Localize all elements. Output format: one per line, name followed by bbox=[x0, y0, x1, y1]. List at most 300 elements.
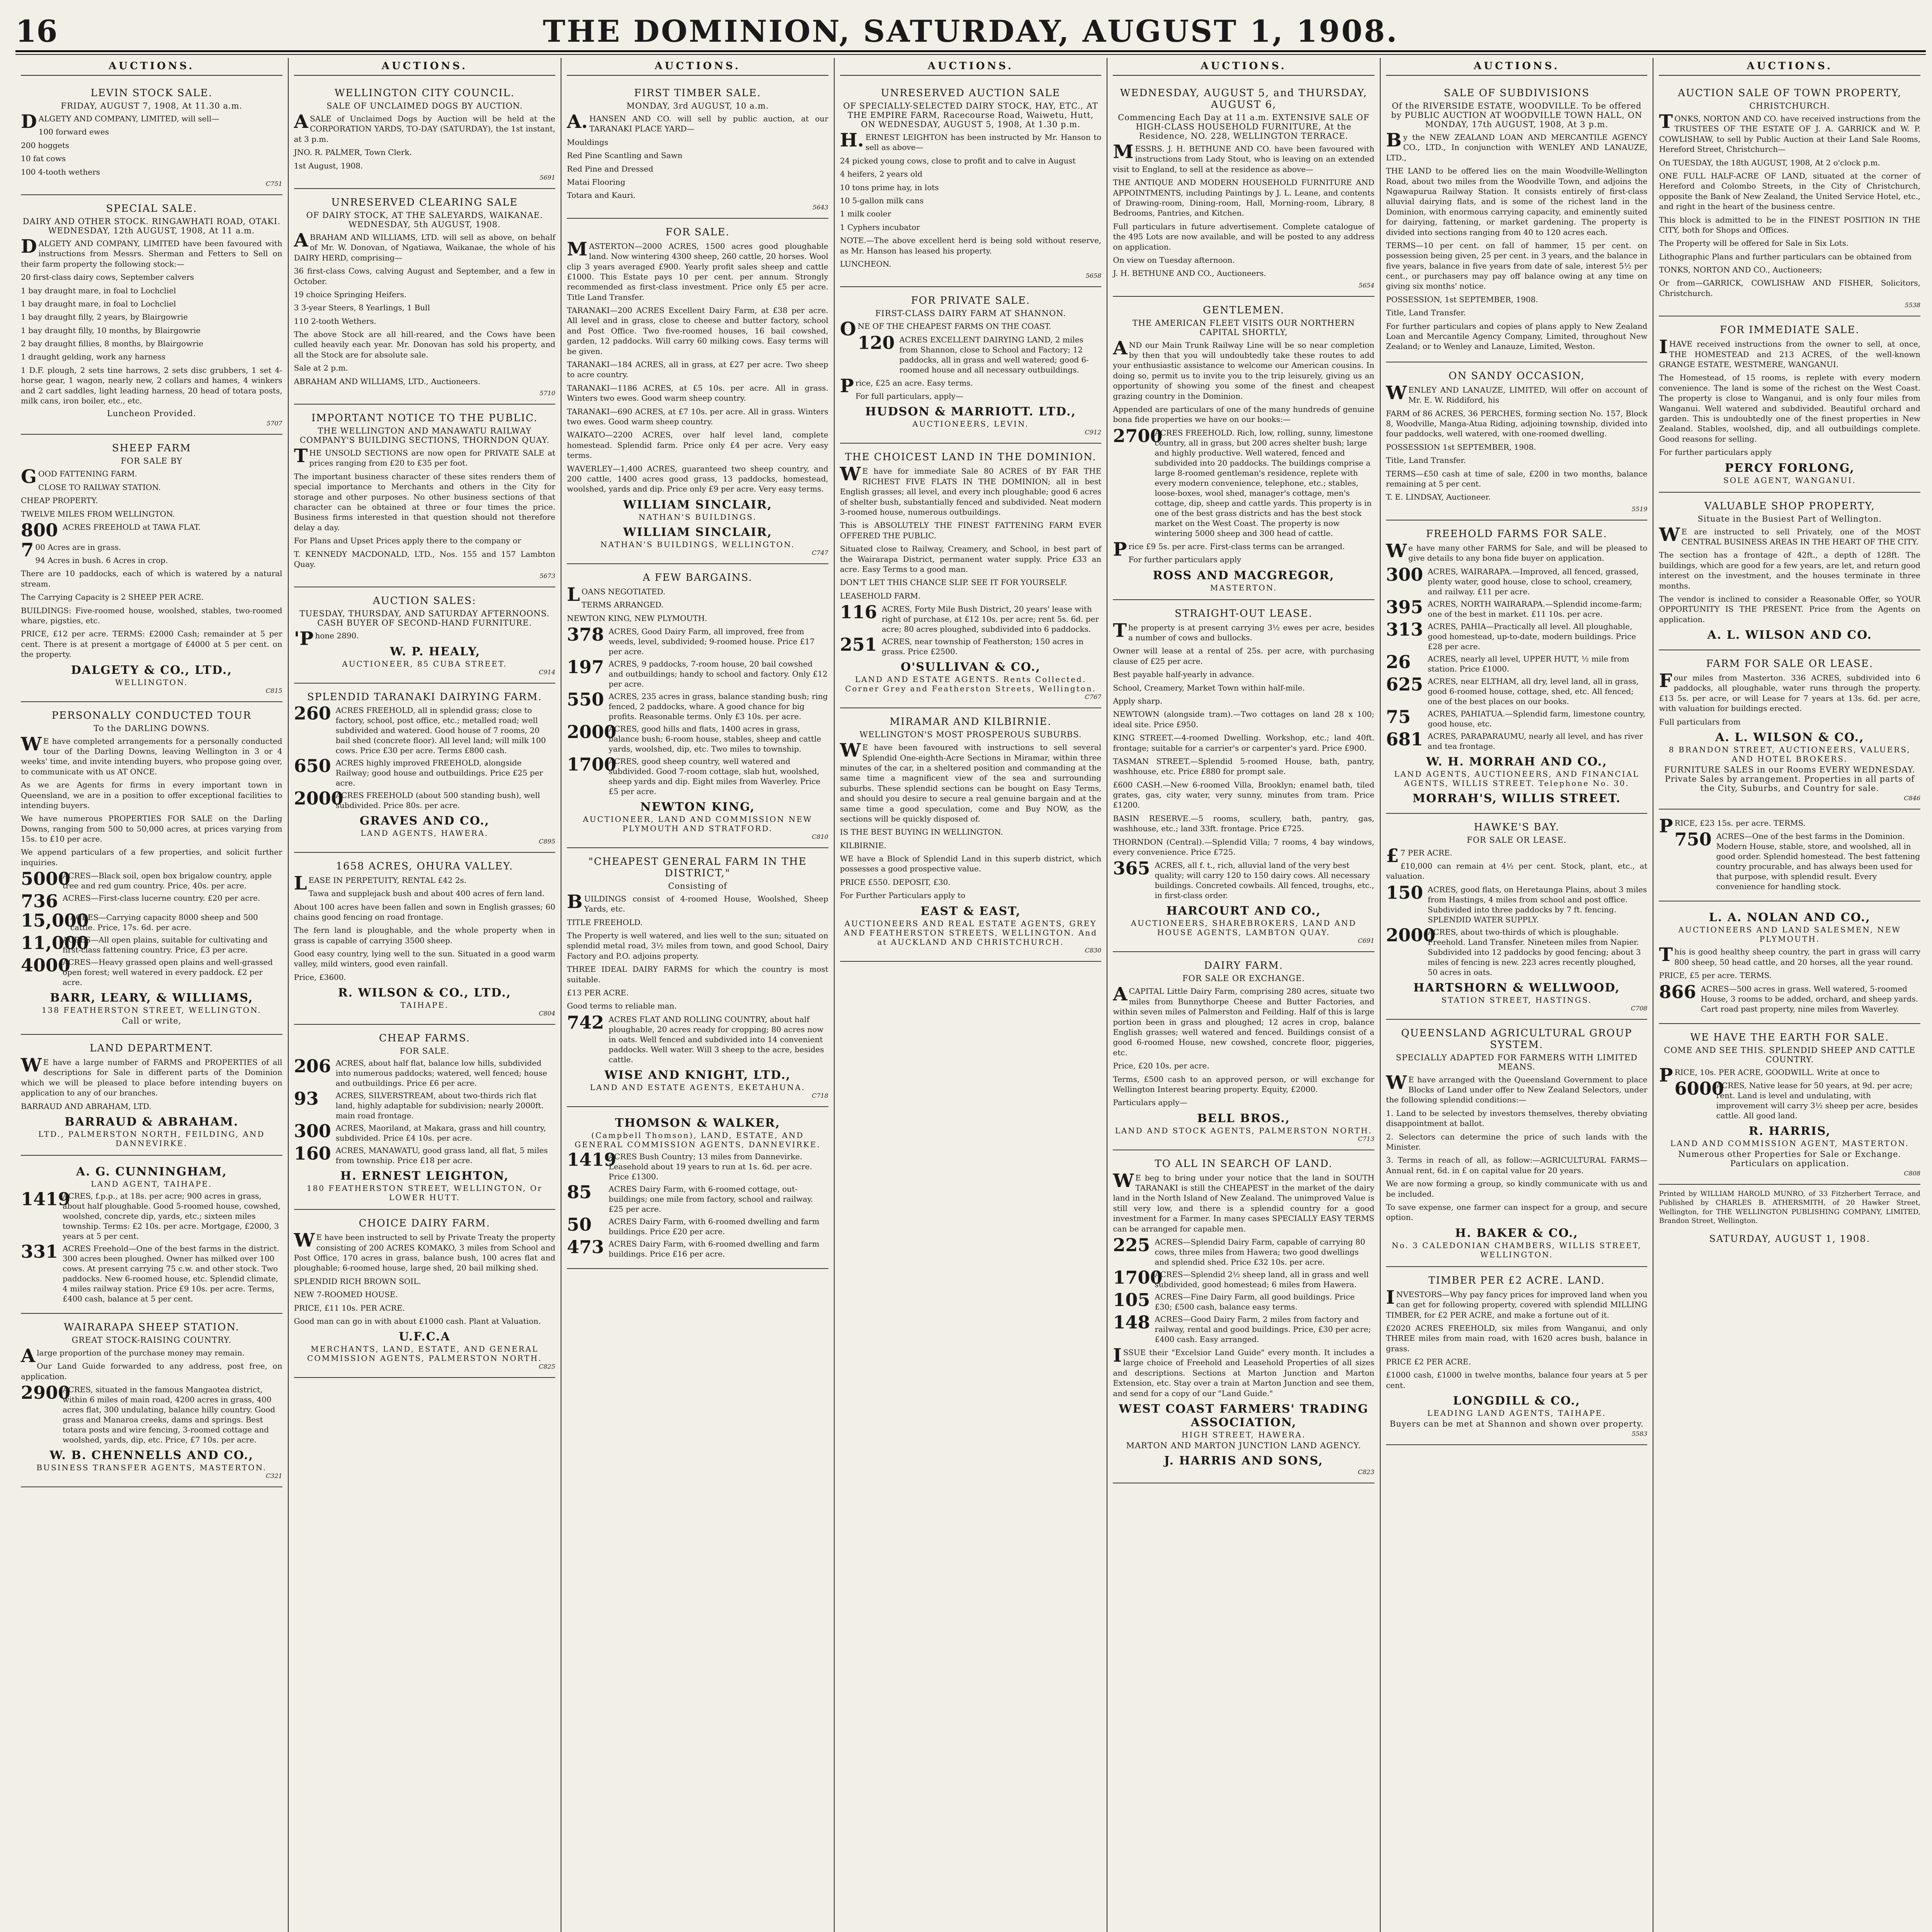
ad-body bbox=[1659, 524, 1921, 625]
ad-reference-code: C321 bbox=[265, 1472, 282, 1480]
masthead bbox=[15, 14, 1926, 49]
lot-acreage: 150 bbox=[1386, 882, 1423, 903]
ad-body bbox=[21, 1345, 282, 1381]
lot-acreage: 2000 bbox=[294, 787, 344, 809]
property-lot bbox=[21, 1243, 282, 1304]
lot-description: ACRES—500 acres in grass. Well watered, 5-roomed House, 3 rooms to be added, orchard, and sheep yards. Cart road past property, nine miles from Waverley. bbox=[1701, 984, 1918, 1014]
ad-paragraph: Good man can go in with about £1000 cash. Plant at Valuation. bbox=[294, 1316, 541, 1326]
ad-body bbox=[840, 318, 1102, 340]
ad-paragraph: The property is at present carrying 3½ ewes per acre, besides a number of cows and bullocks. bbox=[1113, 619, 1374, 642]
ad-paragraph: IHAVE received instructions from the owner to sell, at once, THE HOMESTEAD and 213 ACRES, of the well-known GRANGE ESTATE, WESTMERE, WANGANUI. bbox=[1659, 336, 1921, 369]
ad-paragraph: The important business character of these sites renders them of special importance to Merchants and others in the City for storage and other purposes. No other business sections of that character can be obtained at three or four times the price. Business firms interested in that question should not therefore delay a day. bbox=[294, 471, 556, 532]
advertisement bbox=[21, 435, 282, 702]
ad-paragraph: The fern land is ploughable, and the whole property when in grass is capable of carrying 3500 sheep. bbox=[294, 925, 556, 945]
ad-reference-code: C810 bbox=[811, 833, 828, 840]
lot-description: ACRES, good hills and flats, 1400 acres in grass, balance bush; 6-room house, stables, sheep and cattle yards, woolshed, dip, etc. Two miles to township. bbox=[609, 724, 821, 753]
ad-subtitle: SALE OF UNCLAIMED DOGS BY AUCTION. bbox=[327, 101, 523, 111]
firm-name-secondary: J. HARRIS AND SONS, bbox=[1164, 1454, 1323, 1468]
ad-paragraph: Appended are particulars of one of the many hundreds of genuine bona fide properties we have on our books:— bbox=[1113, 405, 1374, 424]
ad-title: WAIRARAPA SHEEP STATION. bbox=[63, 1321, 240, 1333]
ad-paragraph: The Property is well watered, and lies well to the sun; situated on splendid metal road, 3½ miles from town, and good School, Dairy Factory and P.O. adjoins property. bbox=[567, 931, 828, 961]
property-lot bbox=[1386, 924, 1648, 977]
firm-address-secondary: NATHAN'S BUILDINGS, WELLINGTON. bbox=[600, 539, 795, 549]
column-3 bbox=[561, 58, 835, 1932]
ad-paragraph: The Homestead, of 15 rooms, is replete with every modern convenience. The land is some of the richest on the West Coast. The property is close to Wanganui, and is only four miles from Wanganui. Well watered and subdivided. Beautiful orchard and garden. This is undoubtedly one of the finest properties in New Zealand. Stables, woolshed, dip, and all outbuildings complete. Good reasons for selling. bbox=[1659, 373, 1921, 444]
property-lot bbox=[567, 656, 828, 689]
firm-address: LAND AGENT, TAIHAPE. bbox=[91, 1179, 213, 1189]
ad-paragraph: TONKS, NORTON AND CO. have received instructions from the TRUSTEES OF THE ESTATE OF J. A. GARRICK and W. P. COWLISHAW, to sell by Public Auction at their Land Sale Rooms, Hereford Street, Christchurch— bbox=[1659, 111, 1921, 154]
ad-reference-code: C751 bbox=[265, 180, 282, 187]
ad-subtitle: GREAT STOCK-RAISING COUNTRY. bbox=[71, 1335, 232, 1345]
ad-paragraph: 10 5-gallon milk cans bbox=[840, 196, 924, 205]
lot-acreage: 1700 bbox=[1113, 1267, 1163, 1288]
lot-acreage: 50 bbox=[567, 1214, 592, 1235]
lot-description: ACRES—First-class lucerne country. £20 per acre. bbox=[63, 893, 260, 903]
firm-name: THOMSON & WALKER, bbox=[615, 1116, 781, 1130]
ad-title: AUCTION SALE OF TOWN PROPERTY, bbox=[1678, 87, 1902, 99]
advertisement bbox=[840, 80, 1102, 287]
ad-paragraph: TARANAKI—200 ACRES Excellent Dairy Farm, at £38 per acre. All level and in grass, close to cheese and butter factory, school and Post Office. Two five-roomed houses, 16 bail cowshed, garden, 12 paddocks. Will carry 60 milking cows. Easy terms will be given. bbox=[567, 306, 828, 356]
ad-subtitle: FRIDAY, AUGUST 7, 1908, At 11.30 a.m. bbox=[61, 101, 243, 111]
column-6 bbox=[1381, 58, 1654, 1932]
advertisement bbox=[294, 1210, 556, 1378]
ad-paragraph: WE have a Block of Splendid Land in this superb district, which possesses a good prospective value. bbox=[840, 854, 1102, 874]
advertisement bbox=[1386, 80, 1648, 362]
lot-acreage: 1700 bbox=[567, 753, 617, 775]
ad-title: TO ALL IN SEARCH OF LAND. bbox=[1155, 1158, 1333, 1170]
ad-paragraph: Full particulars from bbox=[1659, 717, 1741, 726]
ad-body bbox=[1113, 619, 1374, 857]
lot-description: ACRES—All open plains, suitable for cultivating and first-class fattening country. Price, £3 per acre. bbox=[63, 935, 268, 954]
ad-body bbox=[1386, 1286, 1648, 1391]
ad-footer: Numerous other Properties for Sale or Exchange. Particulars on application. bbox=[1678, 1149, 1901, 1168]
property-lot bbox=[857, 332, 1102, 375]
ad-paragraph: KILBIRNIE. bbox=[840, 840, 886, 850]
property-lot bbox=[21, 868, 282, 891]
ad-paragraph: 4 heifers, 2 years old bbox=[840, 169, 923, 179]
ad-subtitle: To the DARLING DOWNS. bbox=[94, 723, 210, 733]
ad-body bbox=[1659, 111, 1921, 298]
ad-paragraph: ONE OF THE CHEAPEST FARMS ON THE COAST. bbox=[840, 318, 1051, 340]
ad-reference-code: C815 bbox=[265, 687, 282, 694]
lot-acreage: 197 bbox=[567, 656, 604, 677]
advertisement bbox=[294, 80, 556, 189]
ad-title: PERSONALLY CONDUCTED TOUR bbox=[51, 709, 252, 721]
ad-paragraph: THREE IDEAL DAIRY FARMS for which the country is most suitable. bbox=[567, 964, 828, 984]
ad-paragraph: Price, £20 10s. per acre. bbox=[1113, 1061, 1209, 1071]
firm-address: 180 FEATHERSTON STREET, WELLINGTON, Or LOWER HUTT. bbox=[306, 1184, 543, 1202]
ad-paragraph: GOOD FATTENING FARM. bbox=[21, 466, 138, 488]
ad-title: LEVIN STOCK SALE. bbox=[90, 87, 213, 99]
firm-address: LAND AND ESTATE AGENTS. Rents Collected. Corner Grey and Featherston Streets, Wellington. bbox=[845, 675, 1096, 694]
lot-acreage: 93 bbox=[294, 1088, 319, 1109]
ad-paragraph: £1000 cash, £1000 in twelve months, balance four years at 5 per cent. bbox=[1386, 1370, 1648, 1390]
ad-reference-code: 5519 bbox=[1631, 505, 1648, 513]
firm-name: L. A. NOLAN AND CO., bbox=[1709, 911, 1871, 925]
ad-title: FOR SALE. bbox=[665, 226, 730, 238]
ad-paragraph: 94 Acres in bush. 6 Acres in crop. bbox=[35, 556, 168, 565]
ad-reference-code: C825 bbox=[539, 1363, 556, 1371]
ad-body bbox=[21, 111, 282, 177]
ad-paragraph: This block is admitted to be in the FINEST POSITION IN THE CITY, both for Shops and Offices. bbox=[1659, 215, 1921, 235]
advertisement bbox=[294, 684, 556, 853]
ad-paragraph: To save expense, one farmer can inspect for a group, and secure option. bbox=[1386, 1202, 1648, 1222]
property-lot bbox=[567, 1216, 828, 1236]
ad-subtitle: Situate in the Busiest Part of Wellington. bbox=[1697, 514, 1882, 524]
advertisement bbox=[840, 708, 1102, 961]
lot-description: ACRES, Maoriland, at Makara, grass and hill country, subdivided. Price £4 10s. per acre. bbox=[335, 1123, 546, 1143]
ad-paragraph: DALGETY AND COMPANY, LIMITED, will sell— bbox=[21, 111, 219, 133]
lot-acreage: 300 bbox=[1386, 564, 1423, 585]
ad-paragraph: BUILDINGS consist of 4-roomed House, Woolshed, Sheep Yards, etc. bbox=[567, 891, 828, 914]
firm-address: SOLE AGENT, WANGANUI. bbox=[1723, 475, 1856, 485]
ad-paragraph: WE have been favoured with instructions to sell several Splendid One-eighth-Acre Sections in Miramar, within three minutes of the car, in a sheltered position and commanding at the same time a magnificent view of the sea and surrounding suburbs. These splendid sections can be bought on Easy Terms, and should you desire to secure a real genuine bargain and at the same time a good speculation, come and Buy NOW, as the sections will be quickly disposed of. bbox=[840, 740, 1102, 823]
lot-description: ACRES, nearly all level, UPPER HUTT, ½ mile from station. Price £1000. bbox=[1427, 654, 1629, 673]
lot-description: ACRES, MANAWATU, good grass land, all flat, 5 miles from township. Price £18 per acre. bbox=[335, 1146, 548, 1165]
ad-footer: MARTON AND MARTON JUNCTION LAND AGENCY. bbox=[1126, 1441, 1361, 1450]
lot-description: ACRES, 9 paddocks, 7-room house, 20 bail cowshed and outbuildings; handy to school and factory. Only £12 per acre. bbox=[609, 659, 828, 689]
ad-subtitle: OF SPECIALLY-SELECTED DAIRY STOCK, HAY, ETC., AT THE EMPIRE FARM, Racecourse Road, Waiwetu, Hutt, ON WEDNESDAY, AUGUST 5, 1908, At 1.30 p.m. bbox=[843, 101, 1098, 129]
advertisement bbox=[1113, 952, 1374, 1150]
lot-acreage: 251 bbox=[840, 634, 877, 655]
ad-reference-code: 5583 bbox=[1631, 1430, 1648, 1438]
ad-reference-code: C708 bbox=[1631, 1004, 1648, 1012]
ad-paragraph: Apply sharp. bbox=[1113, 696, 1163, 706]
ad-body bbox=[294, 229, 556, 386]
lot-acreage: 2000 bbox=[567, 721, 617, 742]
ad-paragraph: Situated close to Railway, Creamery, and School, in best part of the Wairarapa District, permanent water supply. Price £33 an acre. Easy Terms to a good man. bbox=[840, 544, 1102, 574]
ad-paragraph: TERMS—£50 cash at time of sale, £200 in two months, balance remaining at 5 per cent. bbox=[1386, 469, 1648, 488]
firm-name: A. G. CUNNINGHAM, bbox=[76, 1165, 227, 1179]
advertisement bbox=[1659, 80, 1920, 316]
ad-body bbox=[567, 891, 828, 1011]
lot-description: ACRES, f.p.p., at 18s. per acre; 900 acres in grass, about half ploughable. Good 5-roomed house, cowshed, woolshed, concrete dip, yards, etc.; sixteen miles township. Terms: £2 10s. per acre. Mortgage, £2000, 3 years at 5 per cent. bbox=[63, 1191, 281, 1241]
page-number: 16 bbox=[15, 14, 58, 49]
ad-paragraph: Totara and Kauri. bbox=[567, 190, 636, 200]
firm-address: (Campbell Thomson), LAND, ESTATE, AND GENERAL COMMISSION AGENTS, DANNEVIRKE. bbox=[575, 1130, 821, 1149]
ad-paragraph: WAIKATO—2200 ACRES, over half level land, complete homestead. Splendid farm. Price only £4 per acre. Very easy terms. bbox=[567, 430, 828, 460]
ad-title: A FEW BARGAINS. bbox=[643, 571, 753, 583]
property-lot bbox=[840, 636, 1102, 656]
ad-body bbox=[294, 111, 556, 171]
ad-reference-code: 5538 bbox=[1905, 301, 1921, 309]
ad-paragraph: The Property will be offered for Sale in Six Lots. bbox=[1659, 238, 1849, 248]
ad-paragraph: Owner will lease at a rental of 25s. per acre, with purchasing clause of £25 per acre. bbox=[1113, 646, 1374, 666]
property-lot bbox=[1675, 831, 1920, 891]
lot-description: ACRES—Black soil, open box brigalow country, apple tree and red gum country. Price, 40s. per acre. bbox=[63, 871, 272, 891]
firm-name: WILLIAM SINCLAIR, bbox=[623, 498, 772, 512]
lot-acreage: 473 bbox=[567, 1236, 604, 1257]
ad-body bbox=[1113, 141, 1374, 279]
lot-acreage: 1419 bbox=[21, 1188, 71, 1209]
lot-description: ACRES, about half flat, balance low hills, subdivided into numerous paddocks; watered, well fenced; house and outbuildings. Price £6 per acre. bbox=[335, 1058, 547, 1088]
lot-description: ACRES, near township of Featherston; 150 acres in grass. Price £2500. bbox=[881, 637, 1084, 656]
lot-description: ACRES FLAT AND ROLLING COUNTRY, about half ploughable, 20 acres ready for cropping; 80 acres now in oats. Well fenced and subdivided into 14 convenient paddocks. Well water. Will 3 sheep to the acre, besides cattle. bbox=[609, 1014, 824, 1064]
lot-description: ACRES Dairy Farm, with 6-roomed dwelling and farm buildings. Price £16 per acre. bbox=[609, 1239, 820, 1259]
ad-paragraph: On view on Tuesday afternoon. bbox=[1113, 255, 1235, 265]
ad-paragraph: For further particulars and copies of plans apply to New Zealand Loan and Mercantile Agency Company, Limited, throughout New Zealand; or to Wenley and Lanauze, Limited, Weston. bbox=[1386, 321, 1648, 351]
property-lot bbox=[294, 1058, 556, 1088]
ad-title: UNRESERVED AUCTION SALE bbox=[881, 87, 1061, 99]
ad-title: WELLINGTON CITY COUNCIL. bbox=[334, 87, 515, 99]
ad-subtitle: THE WELLINGTON AND MANAWATU RAILWAY COMPANY'S BUILDING SECTIONS, THORNDON QUAY. bbox=[299, 426, 550, 445]
firm-name: HARTSHORN & WELLWOOD, bbox=[1413, 981, 1620, 995]
ad-body bbox=[1659, 1064, 1920, 1086]
ad-subtitle: FOR SALE OR LEASE. bbox=[1467, 835, 1567, 845]
lot-description: ACRES, Forty Mile Bush District, 20 years' lease with right of purchase, at £12 10s. per acre; rent 5s. 6d. per acre; 80 acres ploughed, subdivided into 6 paddocks. bbox=[881, 604, 1099, 634]
ad-paragraph: £600 CASH.—New 6-roomed Villa, Brooklyn; enamel bath, tiled grates, gas, city water, very sunny, minutes from tram. Price £1200. bbox=[1113, 780, 1374, 810]
firm-address: LTD., PALMERSTON NORTH, FEILDING, AND DANNEVIRKE. bbox=[38, 1129, 265, 1148]
ad-paragraph: INVESTORS—Why pay fancy prices for improved land when you can get for following property, covered with splendid MILLING TIMBER, for £2 PER ACRE, and make a fortune out of it. bbox=[1386, 1286, 1648, 1320]
ad-subtitle: FOR SALE. bbox=[400, 1046, 450, 1056]
ad-paragraph: For Further Particulars apply to bbox=[840, 891, 966, 900]
ad-body bbox=[294, 445, 556, 569]
advertisement bbox=[1659, 1024, 1920, 1185]
firm-name: HARCOURT AND CO., bbox=[1166, 904, 1321, 918]
ad-subtitle: FOR SALE OR EXCHANGE. bbox=[1182, 974, 1305, 983]
ad-subtitle: FOR SALE BY bbox=[121, 456, 183, 466]
ad-subtitle: FIRST-CLASS DAIRY FARM AT SHANNON. bbox=[875, 309, 1066, 318]
ad-title: STRAIGHT-OUT LEASE. bbox=[1175, 607, 1313, 619]
lot-acreage: 750 bbox=[1674, 829, 1712, 850]
firm-address: AUCTIONEERS, LEVIN. bbox=[912, 419, 1029, 429]
ad-paragraph: T. E. LINDSAY, Auctioneer. bbox=[1386, 492, 1491, 502]
ad-paragraph: ABRAHAM AND WILLIAMS, LTD., Auctioneers. bbox=[294, 376, 480, 386]
advertisement bbox=[1386, 520, 1648, 814]
lot-description: ACRES—Carrying capacity 8000 sheep and 500 cattle. Price, 17s. 6d. per acre. bbox=[70, 912, 258, 932]
firm-name-secondary: WILLIAM SINCLAIR, bbox=[623, 525, 772, 539]
property-lot bbox=[1675, 1080, 1920, 1121]
lot-description: ACRES highly improved FREEHOLD, alongside Railway; good house and outbuildings. Price £25 per acre. bbox=[335, 758, 543, 787]
ad-paragraph: We append particulars of a few properties, and solicit further inquiries. bbox=[21, 847, 282, 867]
property-lot bbox=[840, 604, 1102, 634]
firm-name: A. L. WILSON AND CO. bbox=[1707, 628, 1872, 642]
ad-title: UNRESERVED CLEARING SALE bbox=[331, 196, 518, 208]
ad-paragraph: PRICE, £11 10s. PER ACRE. bbox=[294, 1303, 405, 1313]
ad-subtitle: COME AND SEE THIS. SPLENDID SHEEP AND CATTLE COUNTRY. bbox=[1664, 1045, 1916, 1064]
property-lot bbox=[21, 893, 282, 910]
lot-acreage: 2000 bbox=[1386, 924, 1435, 946]
lot-acreage: 800 bbox=[21, 519, 58, 541]
ad-paragraph: A.HANSEN AND CO. will sell by public auction, at our TARANAKI PLACE YARD— bbox=[567, 111, 828, 134]
columns-container bbox=[15, 58, 1926, 1932]
column-heading: AUCTIONS. bbox=[567, 58, 828, 76]
firm-name: LONGDILL & CO., bbox=[1453, 1394, 1580, 1408]
ad-title: SPLENDID TARANAKI DAIRYING FARM. bbox=[307, 691, 542, 703]
lot-acreage: 365 bbox=[1113, 858, 1150, 879]
printer-imprint: Printed by WILLIAM HAROLD MUNRO, of 33 Fitzherbert Terrace, and Published by CHARLES B. ATHERSMITH, of 20 Hawker Street, Wellington, for THE WELLINGTON PUBLISHING COMPANY, LIMITED, Brandon Street, Wellington. bbox=[1659, 1189, 1921, 1225]
ad-paragraph: SPLENDID RICH BROWN SOIL. bbox=[294, 1276, 421, 1286]
ad-paragraph: 1 Cyphers incubator bbox=[840, 222, 920, 232]
lot-acreage: 331 bbox=[21, 1241, 58, 1262]
lot-acreage: 625 bbox=[1386, 673, 1423, 695]
column-5 bbox=[1107, 58, 1381, 1932]
lot-description: ACRES Dairy Farm, with 6-roomed cottage, out-buildings; one mile from factory, school and railway. £25 per acre. bbox=[609, 1184, 813, 1214]
ad-paragraph: Four miles from Masterton. 336 ACRES, subdivided into 6 paddocks, all ploughable, water runs through the property. £13 5s. per acre, or will Lease for 7 years at 13s. 6d. per acre, with valuation for buildings erected. bbox=[1659, 670, 1921, 713]
advertisement bbox=[21, 80, 282, 195]
ad-paragraph: JNO. R. PALMER, Town Clerk. bbox=[294, 148, 412, 157]
ad-paragraph: About 100 acres have been fallen and sown in English grasses; 60 chains good fencing on road frontage. bbox=[294, 902, 556, 922]
firm-name: BELL BROS., bbox=[1197, 1111, 1290, 1125]
ad-reference-code: C767 bbox=[1085, 693, 1102, 701]
lot-description: ACRES, PARAPARAUMU, nearly all level, and has river and tea frontage. bbox=[1427, 731, 1643, 751]
ad-paragraph: WE have for immediate Sale 80 ACRES of BY FAR THE RICHEST FIVE FLATS IN THE DOMINION; all in best English grasses; all level, and every inch ploughable; good 6 acres of shelter bush, substantially fenced and subdivided. Neat modern 3-roomed house, numerous outbuildings. bbox=[840, 463, 1102, 517]
ad-paragraph: LEASE IN PERPETUITY, RENTAL £42 2s. bbox=[294, 872, 467, 894]
ad-paragraph: PRICE, £12 per acre. TERMS: £2000 Cash; remainder at 5 per cent. There is at present a mortgage of £4000 at 5 per cent. on the property. bbox=[21, 629, 282, 659]
firm-address: AUCTIONEER, 85 CUBA STREET. bbox=[342, 659, 507, 668]
ad-paragraph: NEW 7-ROOMED HOUSE. bbox=[294, 1290, 398, 1299]
ad-title: CHEAP FARMS. bbox=[379, 1032, 470, 1044]
property-lot bbox=[21, 912, 282, 932]
ad-paragraph: Particulars apply— bbox=[1113, 1098, 1187, 1107]
ad-paragraph: £10,000 can remain at 4½ per cent. Stock, plant, etc., at valuation. bbox=[1386, 861, 1648, 881]
ad-subtitle: THE AMERICAN FLEET VISITS OUR NORTHERN CAPITAL SHORTLY, bbox=[1132, 318, 1355, 337]
lot-description: ACRES—Fine Dairy Farm, all good buildings. Price £30; £500 cash, balance easy terms. bbox=[1155, 1292, 1355, 1312]
advertisement bbox=[1386, 1267, 1648, 1446]
firm-address: WELLINGTON. bbox=[115, 677, 188, 687]
ad-paragraph: The section has a frontage of 42ft., a depth of 128ft. The buildings, which are good for a few years, are let, and return good interest on the investment, and the houses terminate in three months. bbox=[1659, 550, 1921, 590]
newspaper-title: THE DOMINION, SATURDAY, AUGUST 1, 1908. bbox=[543, 14, 1399, 49]
ad-paragraph: BUILDINGS: Five-roomed house, woolshed, stables, two-roomed whare, pigsties, etc. bbox=[21, 605, 282, 626]
ad-reference-code: C718 bbox=[811, 1092, 828, 1099]
ad-body bbox=[294, 1232, 556, 1326]
firm-address: AUCTIONEER, LAND AND COMMISSION NEW PLYMOUTH AND STRATFORD. bbox=[583, 814, 813, 833]
advertisement bbox=[567, 219, 828, 564]
property-lot bbox=[567, 626, 828, 656]
ad-body bbox=[840, 129, 1102, 269]
firm-name: WEST COAST FARMERS' TRADING ASSOCIATION, bbox=[1119, 1402, 1369, 1429]
property-lot bbox=[1386, 596, 1648, 619]
ad-reference-code: C830 bbox=[1085, 946, 1102, 954]
property-lot bbox=[1386, 651, 1648, 674]
firm-name: BARRAUD & ABRAHAM. bbox=[65, 1115, 239, 1129]
ad-title: FOR IMMEDIATE SALE. bbox=[1719, 324, 1860, 336]
lot-acreage: 120 bbox=[857, 332, 895, 353]
lot-description: ACRES, SILVERSTREAM, about two-thirds rich flat land, highly adaptable for subdivision; nearly 2000ft. main road frontage. bbox=[335, 1091, 544, 1121]
advertisement bbox=[1113, 80, 1374, 297]
ad-subtitle: Consisting of bbox=[668, 881, 727, 891]
lot-acreage: 742 bbox=[567, 1012, 604, 1033]
column-heading: AUCTIONS. bbox=[294, 58, 556, 76]
ad-paragraph: BARRAUD AND ABRAHAM, LTD. bbox=[21, 1101, 151, 1111]
ad-paragraph: WE are instructed to sell Privately, one of the MOST CENTRAL BUSINESS AREAS IN THE HEART OF THE CITY. bbox=[1659, 524, 1921, 546]
ad-paragraph: For Plans and Upset Prices apply there to the company or bbox=[294, 536, 521, 546]
lot-acreage: 26 bbox=[1386, 651, 1411, 672]
advertisement bbox=[1386, 814, 1648, 1020]
ad-paragraph: 1 bay draught mare, in foal to Lochcliel bbox=[21, 299, 176, 308]
advertisement bbox=[1659, 493, 1920, 651]
ad-paragraph: Sale at 2 p.m. bbox=[294, 363, 348, 373]
ad-title: IMPORTANT NOTICE TO THE PUBLIC. bbox=[311, 412, 538, 424]
ad-paragraph: On TUESDAY, the 18th AUGUST, 1908, At 2 o'clock p.m. bbox=[1659, 158, 1880, 167]
lot-acreage: 206 bbox=[294, 1056, 331, 1077]
ad-paragraph: KING STREET.—4-roomed Dwelling. Workshop, etc.; land 40ft. frontage; suitable for a carrier's or carpenter's yard. Price £900. bbox=[1113, 733, 1374, 753]
ad-paragraph: POSSESSION 1st SEPTEMBER, 1908. bbox=[1386, 442, 1536, 452]
ad-body bbox=[1386, 845, 1648, 881]
ad-paragraph: 24 picked young cows, close to profit and to calve in August bbox=[840, 156, 1076, 165]
column-1 bbox=[15, 58, 289, 1932]
ad-title: FREEHOLD FARMS FOR SALE. bbox=[1426, 528, 1607, 540]
ad-paragraph: TWELVE MILES FROM WELLINGTON. bbox=[21, 509, 175, 519]
firm-address: AUCTIONEERS AND REAL ESTATE AGENTS, GREY AND FEATHERSTON STREETS, WELLINGTON. And at AUCKLAND AND CHRISTCHURCH. bbox=[844, 918, 1098, 947]
ad-paragraph: £13 PER ACRE. bbox=[567, 988, 629, 998]
ad-paragraph: NEWTOWN (alongside tram).—Two cottages on land 28 x 100; ideal site. Price £950. bbox=[1113, 709, 1374, 729]
ad-paragraph: MESSRS. J. H. BETHUNE AND CO. have been favoured with instructions from Lady Stout, who is leaving on an extended visit to England, to sell at the residence as above— bbox=[1113, 141, 1374, 174]
ad-paragraph: 200 hoggets bbox=[21, 140, 70, 150]
ad-paragraph: WE have a large number of FARMS and PROPERTIES of all descriptions for Sale in different parts of the Dominion which we will be pleased to place before intending buyers on application to any of our branches. bbox=[21, 1054, 282, 1098]
lot-acreage: 2700 bbox=[1113, 425, 1163, 446]
ad-paragraph: Price £9 5s. per acre. First-class terms can be arranged. bbox=[1113, 538, 1345, 560]
lot-description: ACRES FREEHOLD (about 500 standing bush), well subdivided. Price 80s. per acre. bbox=[335, 790, 540, 810]
advertisement bbox=[21, 1156, 282, 1314]
ad-paragraph: WAVERLEY—1,400 ACRES, guaranteed two sheep country, and 200 cattle, 1400 acres good grass, 13 paddocks, homestead, woolshed, yards and dip. Price only £9 per acre. Very easy terms. bbox=[567, 464, 828, 494]
ad-body bbox=[294, 872, 556, 983]
firm-name: O'SULLIVAN & CO., bbox=[900, 660, 1041, 674]
column-heading: AUCTIONS. bbox=[840, 58, 1102, 76]
ad-body bbox=[1659, 336, 1921, 457]
ad-footer: Call or write, bbox=[122, 1016, 182, 1026]
ad-subtitle: OF DAIRY STOCK, AT THE SALEYARDS, WAIKANAE. WEDNESDAY, 5th AUGUST, 1908. bbox=[306, 210, 543, 229]
ad-paragraph: Lithographic Plans and further particulars can be obtained from bbox=[1659, 252, 1912, 261]
firm-address: LAND AND ESTATE AGENTS, EKETAHUNA. bbox=[590, 1082, 806, 1092]
property-lot bbox=[21, 1384, 282, 1445]
firm-name: W. B. CHENNELLS AND CO., bbox=[49, 1449, 254, 1463]
ad-paragraph: Title, Land Transfer. bbox=[1386, 456, 1466, 465]
ad-paragraph: TITLE FREEHOLD. bbox=[567, 917, 643, 927]
column-4 bbox=[835, 58, 1108, 1932]
ad-subtitle: SPECIALLY ADAPTED FOR FARMERS WITH LIMITED MEANS. bbox=[1396, 1053, 1638, 1071]
column-7 bbox=[1653, 58, 1926, 1932]
firm-address: AUCTIONEERS, SHAREBROKERS, LAND AND HOUSE AGENTS, LAMBTON QUAY. bbox=[1131, 918, 1357, 937]
firm-name: W. P. HEALY, bbox=[390, 645, 481, 658]
ad-paragraph: PRICE £550. DEPOSIT, £30. bbox=[840, 877, 951, 887]
lot-description: ACRES, 235 acres in grass, balance standing bush; ring fenced, 2 paddocks, whare. A good chance for big profits. Reasonable terms. Only £3 10s. per acre. bbox=[609, 691, 828, 721]
ad-title: DAIRY FARM. bbox=[1204, 960, 1284, 972]
ad-paragraph: ACAPITAL Little Dairy Farm, comprising 280 acres, situate two miles from Bunnythorpe Cheese and Butter Factories, and within seven miles of Palmerston and Feilding. Half of this is large portion been in grass and ploughed; 12 acres in crop, balance English grasses; well watered and fenced. Buildings consist of a good 6-roomed House, new cowshed, concrete floor, piggeries, etc. bbox=[1113, 983, 1374, 1057]
ad-paragraph: The Carrying Capacity is 2 SHEEP PER ACRE. bbox=[21, 592, 204, 602]
lot-acreage: 550 bbox=[567, 689, 604, 710]
ad-paragraph: Title, Land Transfer. bbox=[1386, 308, 1466, 318]
ad-paragraph: £7 PER ACRE. bbox=[1386, 845, 1452, 867]
advertisement bbox=[1386, 362, 1648, 520]
firm-address: AUCTIONEERS AND LAND SALESMEN, NEW PLYMOUTH. bbox=[1678, 925, 1901, 944]
lot-description: ACRES Freehold—One of the best farms in the district. 300 acres been ploughed. Owner has milked over 100 cows. At present carrying 75 c.w. and other stock. Two paddocks. New 6-roomed house, etc. Splendid climate, 4 miles railway station. Price £9 10s. per acre. Terms, £400 cash, balance at 5 per cent. bbox=[63, 1243, 279, 1303]
advertisement bbox=[294, 405, 556, 587]
firm-name: NEWTON KING, bbox=[640, 800, 755, 814]
ad-reference-code: 5673 bbox=[539, 572, 556, 580]
advertisement bbox=[567, 80, 828, 219]
lot-acreage: 85 bbox=[567, 1181, 592, 1202]
property-lot bbox=[294, 702, 556, 755]
column-heading: AUCTIONS. bbox=[1113, 58, 1374, 76]
ad-paragraph: WENLEY AND LANAUZE, LIMITED, Will offer on account of Mr. E. W. Riddiford, his bbox=[1386, 382, 1648, 405]
firm-address: MERCHANTS, LAND, ESTATE, AND GENERAL COMMISSION AGENTS, PALMERSTON NORTH. bbox=[307, 1344, 542, 1363]
ad-paragraph: THE LAND to be offered lies on the main Woodville-Wellington Road, about two miles from the Woodville Town, and adjoins the Ngawapurua Railway Station. It consists entirely of first-class alluvial dairying flats, and is some of the richest land in the Dominion, with enormous carrying capacity, and eminently suited for dairying, fattening, or market gardening. The property is divided into sections ranging from 40 to 120 acres each. bbox=[1386, 166, 1648, 237]
ad-title: VALUABLE SHOP PROPERTY, bbox=[1704, 500, 1875, 512]
ad-paragraph: LUNCHEON. bbox=[840, 259, 891, 269]
lot-acreage: 5000 bbox=[21, 868, 71, 889]
ad-paragraph: 100 forward ewes bbox=[38, 127, 109, 137]
ad-reference-code: C713 bbox=[1358, 1135, 1374, 1143]
column-2 bbox=[289, 58, 562, 1932]
ad-paragraph: By the NEW ZEALAND LOAN AND MERCANTILE AGENCY CO., LTD., In conjunction with WENLEY AND LANAUZE, LTD., bbox=[1386, 129, 1648, 162]
ad-body bbox=[1386, 1071, 1648, 1223]
ad-subtitle: Commencing Each Day at 11 a.m. EXTENSIVE SALE OF HIGH-CLASS HOUSEHOLD FURNITURE, At the Residence, NO. 228, WELLINGTON TERRACE. bbox=[1118, 113, 1370, 141]
ad-title: THE CHOICEST LAND IN THE DOMINION. bbox=[845, 451, 1097, 463]
ad-paragraph: FARM of 86 ACRES, 36 PERCHES, forming section No. 157, Block 8, Woodville, Manga-Atua Riding, adjoining township, divided into four paddocks, well watered, with one-roomed dwelling. bbox=[1386, 408, 1648, 439]
ad-paragraph: We have many other FARMS for Sale, and will be pleased to give details to any bona fide buyer on application. bbox=[1386, 540, 1648, 563]
ad-paragraph: PRICE, 10s. PER ACRE, GOODWILL. Write at once to bbox=[1659, 1064, 1880, 1086]
